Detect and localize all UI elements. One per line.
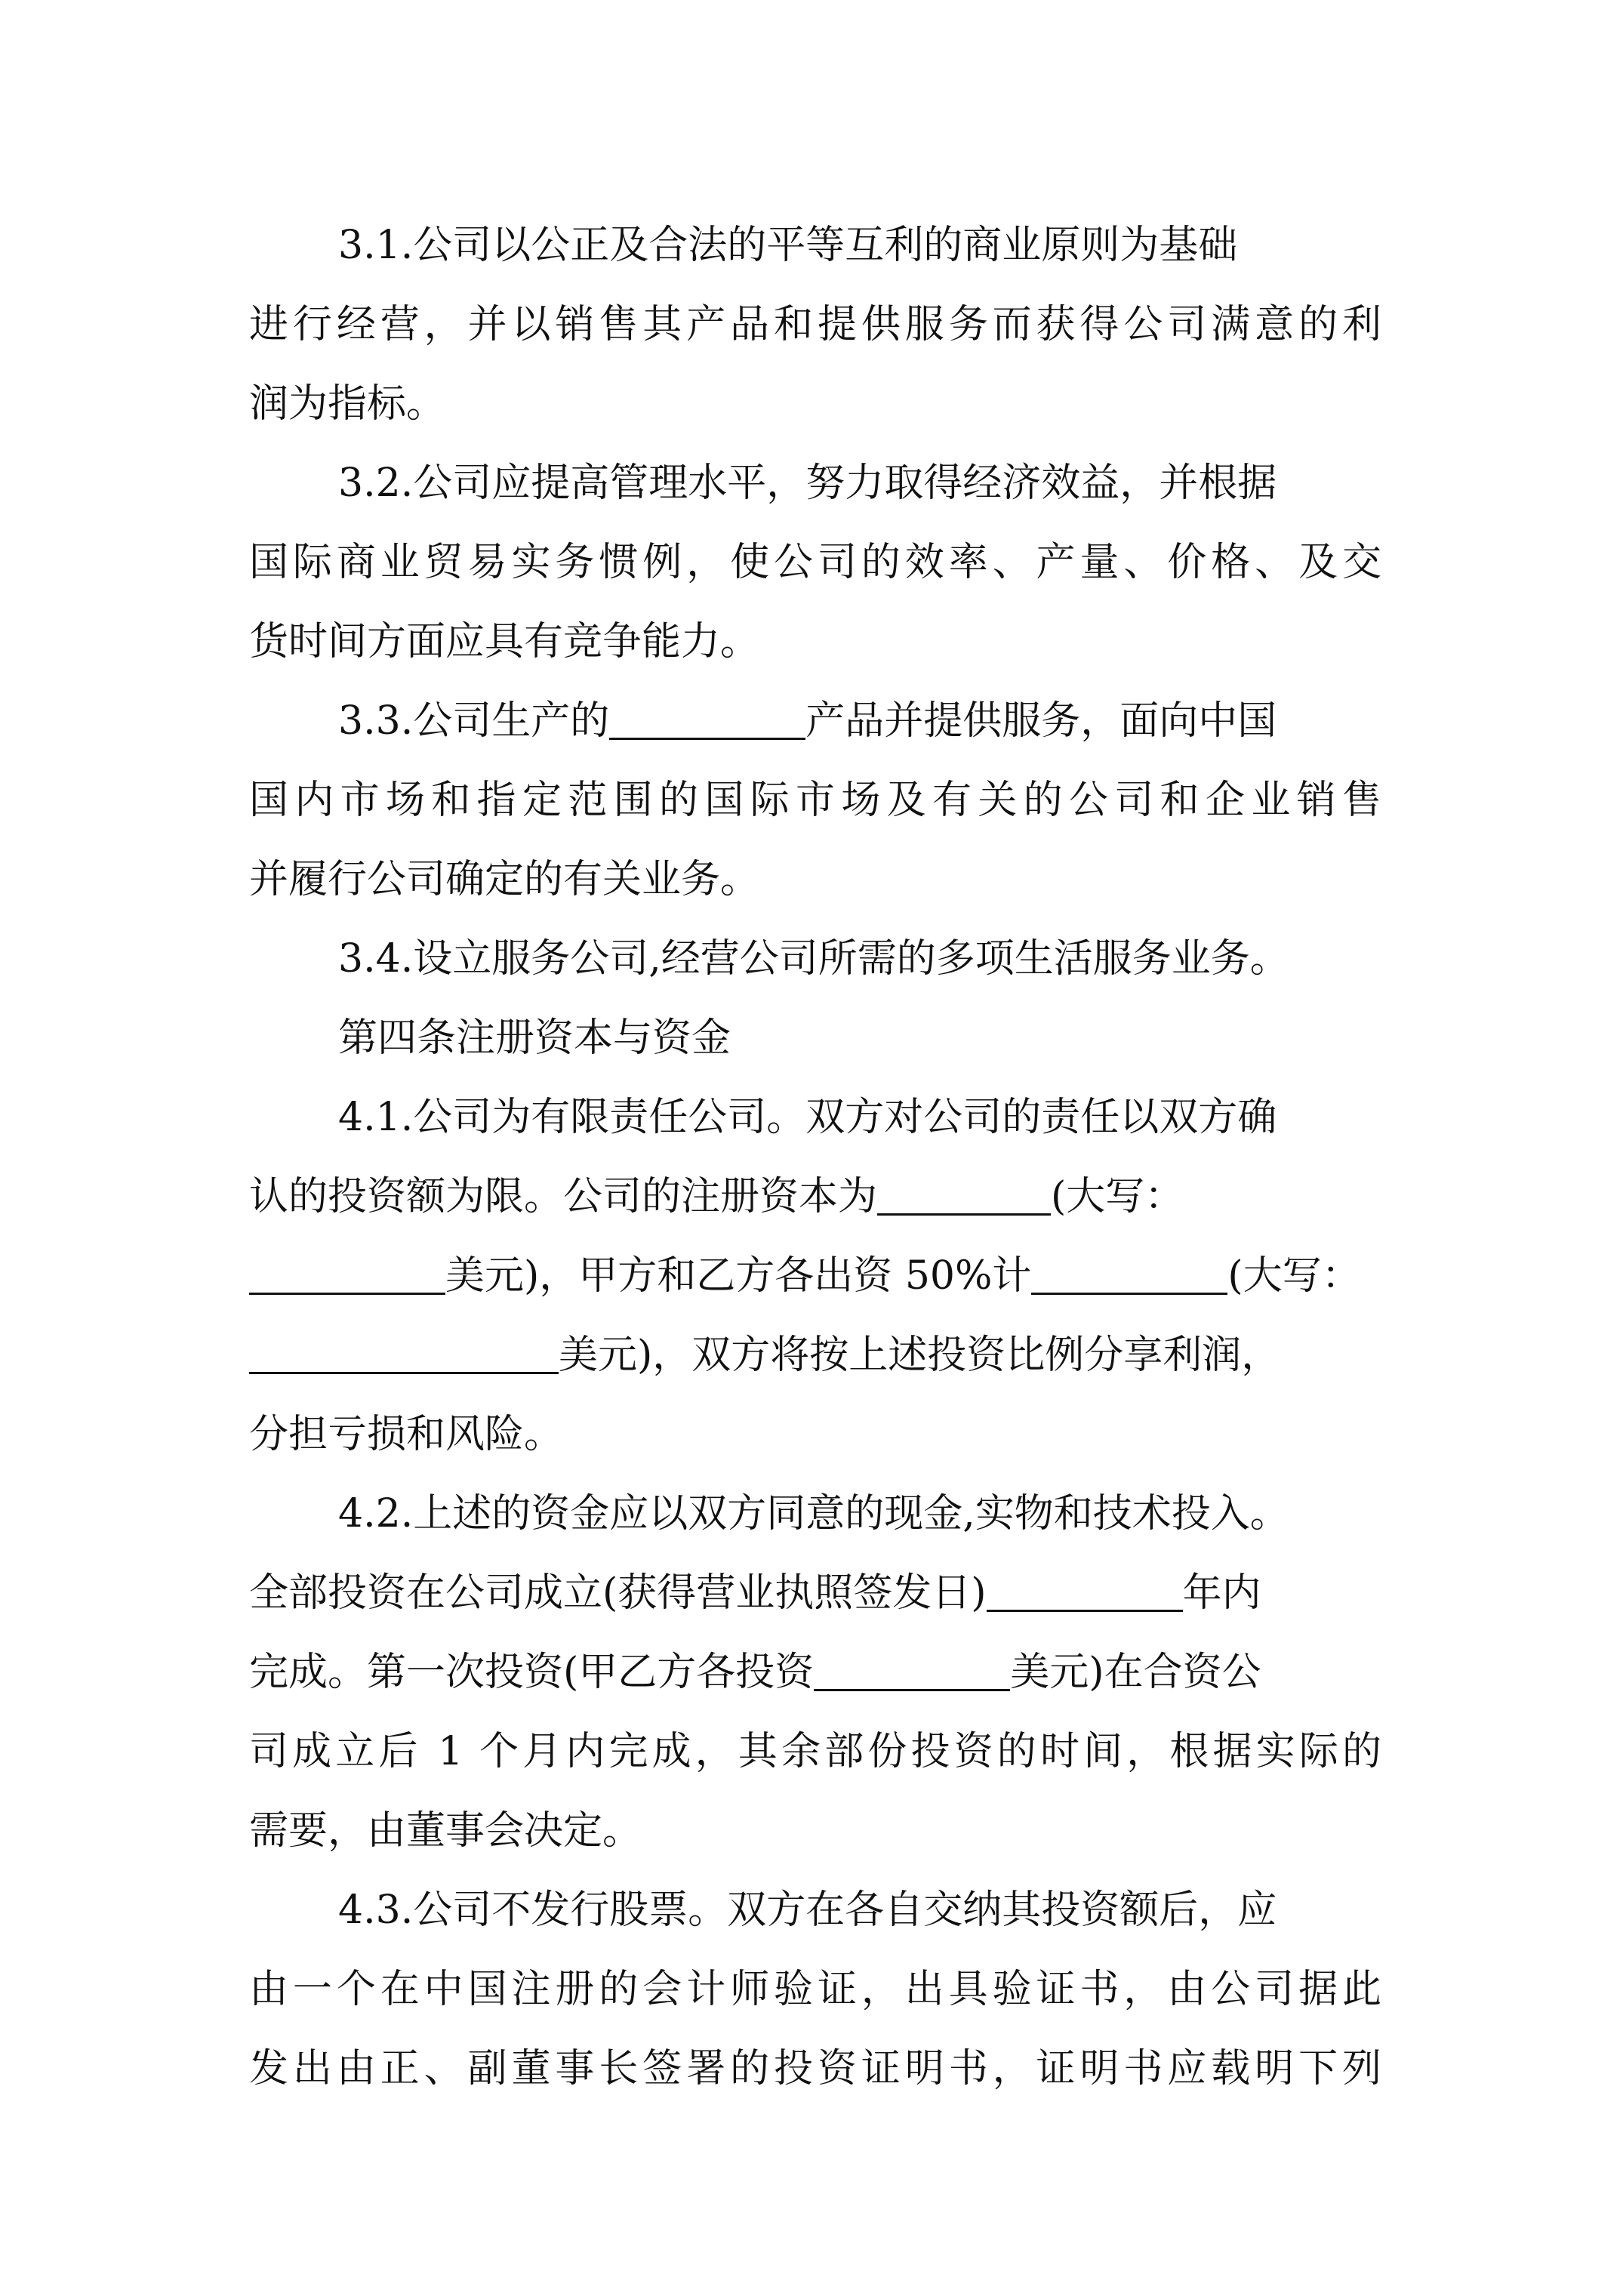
paragraph-4-1-text-b: (大写： xyxy=(1051,1174,1184,1219)
paragraph-4-1-text-d: (大写： xyxy=(1227,1253,1361,1299)
paragraph-4-3-line-1: 4.3.公司不发行股票。双方在各自交纳其投资额后，应 xyxy=(338,1888,1277,1933)
paragraph-4-3-line-2: 由一个在中国注册的会计师验证，出具验证书，由公司据此 xyxy=(249,1967,1381,2012)
paragraph-4-2-text-d: 美元)在合资公 xyxy=(1010,1650,1261,1695)
paragraph-4-3-line-3: 发出由正、副董事长签署的投资证明书，证明书应载明下列 xyxy=(249,2046,1381,2091)
blank-field-registered-capital[interactable] xyxy=(877,1174,1051,1216)
paragraph-4-2-line-5: 需要，由董事会决定。 xyxy=(249,1808,642,1854)
paragraph-4-1-text-c: 美元)，甲方和乙方各出资 50%计 xyxy=(445,1253,1032,1299)
paragraph-3-2-line-1: 3.2.公司应提高管理水平，努力取得经济效益，并根据 xyxy=(338,461,1277,506)
paragraph-4-1-text-a: 认的投资额为限。公司的注册资本为 xyxy=(249,1174,878,1219)
paragraph-3-3-line-3: 并履行公司确定的有关业务。 xyxy=(249,857,760,902)
paragraph-3-4-line-1: 3.4.设立服务公司,经营公司所需的多项生活服务业务。 xyxy=(338,936,1289,982)
paragraph-3-2-line-2: 国际商业贸易实务惯例，使公司的效率、产量、价格、及交 xyxy=(249,540,1381,585)
paragraph-4-2-line-3 xyxy=(249,1646,1381,1699)
blank-field-contribution-uppercase[interactable] xyxy=(249,1333,559,1374)
paragraph-3-3-line-1 xyxy=(338,695,1381,747)
blank-field-each-contribution[interactable] xyxy=(1031,1253,1227,1295)
paragraph-3-3-text-a: 3.3.公司生产的 xyxy=(338,698,610,744)
paragraph-4-2-text-c: 完成。第一次投资(甲乙方各投资 xyxy=(249,1650,815,1695)
paragraph-3-1-line-3: 润为指标。 xyxy=(249,381,446,427)
blank-field-years[interactable] xyxy=(987,1570,1183,1612)
paragraph-4-1-line-2 xyxy=(249,1170,1381,1223)
paragraph-4-1-text-e: 美元)，双方将按上述投资比例分享利润， xyxy=(559,1333,1281,1378)
article-4-heading: 第四条注册资本与资金 xyxy=(338,1015,731,1061)
paragraph-4-2-line-1: 4.2.上述的资金应以双方同意的现金,实物和技术投入。 xyxy=(338,1491,1289,1536)
blank-field-first-investment[interactable] xyxy=(814,1650,1010,1691)
paragraph-4-1-line-4 xyxy=(249,1329,1381,1382)
paragraph-4-2-text-b: 年内 xyxy=(1182,1570,1261,1616)
blank-field-capital-uppercase[interactable] xyxy=(249,1253,445,1295)
paragraph-4-2-text-a: 全部投资在公司成立(获得营业执照签发日) xyxy=(249,1570,987,1616)
paragraph-4-1-line-5: 分担亏损和风险。 xyxy=(249,1412,564,1457)
paragraph-3-1-line-1: 3.1.公司以公正及合法的平等互利的商业原则为基础 xyxy=(338,223,1238,268)
paragraph-4-2-line-4: 司成立后 1 个月内完成，其余部份投资的时间，根据实际的 xyxy=(249,1729,1381,1774)
paragraph-4-2-line-2 xyxy=(249,1567,1381,1620)
paragraph-4-1-line-3 xyxy=(249,1250,1381,1302)
paragraph-3-3-text-b: 产品并提供服务，面向中国 xyxy=(805,698,1277,744)
paragraph-3-2-line-3: 货时间方面应具有竞争能力。 xyxy=(249,619,760,664)
paragraph-3-1-line-2: 进行经营，并以销售其产品和提供服务而获得公司满意的利 xyxy=(249,302,1381,347)
paragraph-4-1-line-1: 4.1.公司为有限责任公司。双方对公司的责任以双方确 xyxy=(338,1095,1277,1140)
blank-field-product[interactable] xyxy=(609,698,805,740)
paragraph-3-3-line-2: 国内市场和指定范围的国际市场及有关的公司和企业销售 xyxy=(249,778,1381,823)
